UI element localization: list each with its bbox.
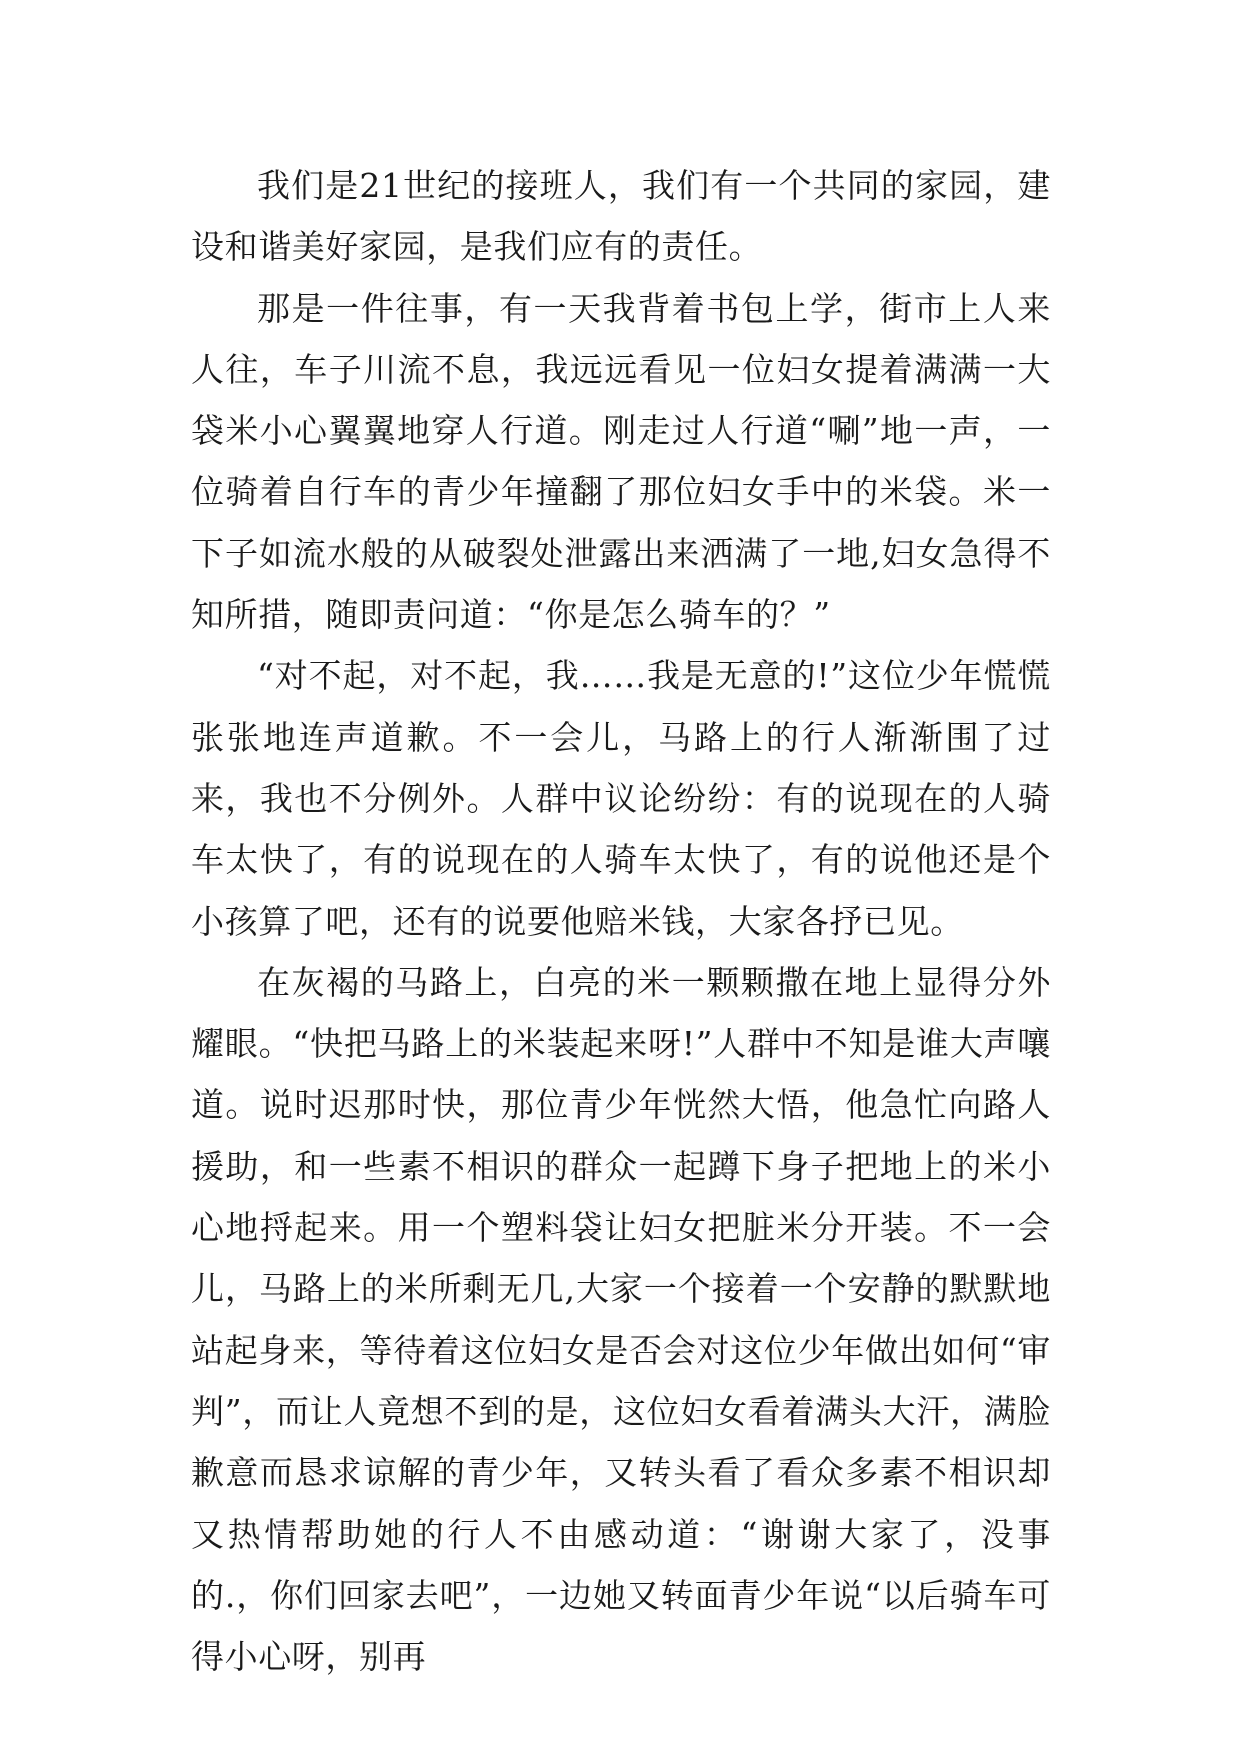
paragraph-4: 在灰褐的马路上，白亮的米一颗颗撒在地上显得分外耀眼。“快把马路上的米装起来呀!”人群中不知是谁大声嚷道。说时迟那时快，那位青少年恍然大悟，他急忙向路人援助，和一些素不相识的群众一起蹲下身子把地上的米小心地捋起来。用一个塑料袋让妇女把脏米分开装。不一会儿，马路上的米所剩无几,大家一个接着一个安静的默默地站起身来，等待着这位妇女是否会对这位少年做出如何“审判”，而让人竟想不到的是，这位妇女看着满头大汗，满脸歉意而恳求谅解的青少年，又转头看了看众多素不相识却又热情帮助她的行人不由感动道：“谢谢大家了，没事的.，你们回家去吧”，一边她又转面青少年说“以后骑车可得小心呀，别再 (191, 962, 1051, 1677)
paragraph-1: 我们是21世纪的接班人，我们有一个共同的家园，建设和谐美好家园，是我们应有的责任。 (191, 166, 1051, 267)
paragraph-3: “对不起，对不起，我……我是无意的!”这位少年慌慌张张地连声道歉。不一会儿，马路上的行人渐渐围了过来，我也不分例外。人群中议论纷纷：有的说现在的人骑车太快了，有的说现在的人骑车太快了，有的说他还是个小孩算了吧，还有的说要他赔米钱，大家各抒已见。 (191, 656, 1051, 941)
paragraph-2: 那是一件往事，有一天我背着书包上学，街市上人来人往，车子川流不息，我远远看见一位妇女提着满满一大袋米小心翼翼地穿人行道。刚走过人行道“唰”地一声，一位骑着自行车的青少年撞翻了那位妇女手中的米袋。米一下子如流水般的从破裂处泄露出来洒满了一地,妇女急得不知所措，随即责问道：“你是怎么骑车的？” (191, 288, 1051, 635)
document-body (191, 155, 1051, 1687)
